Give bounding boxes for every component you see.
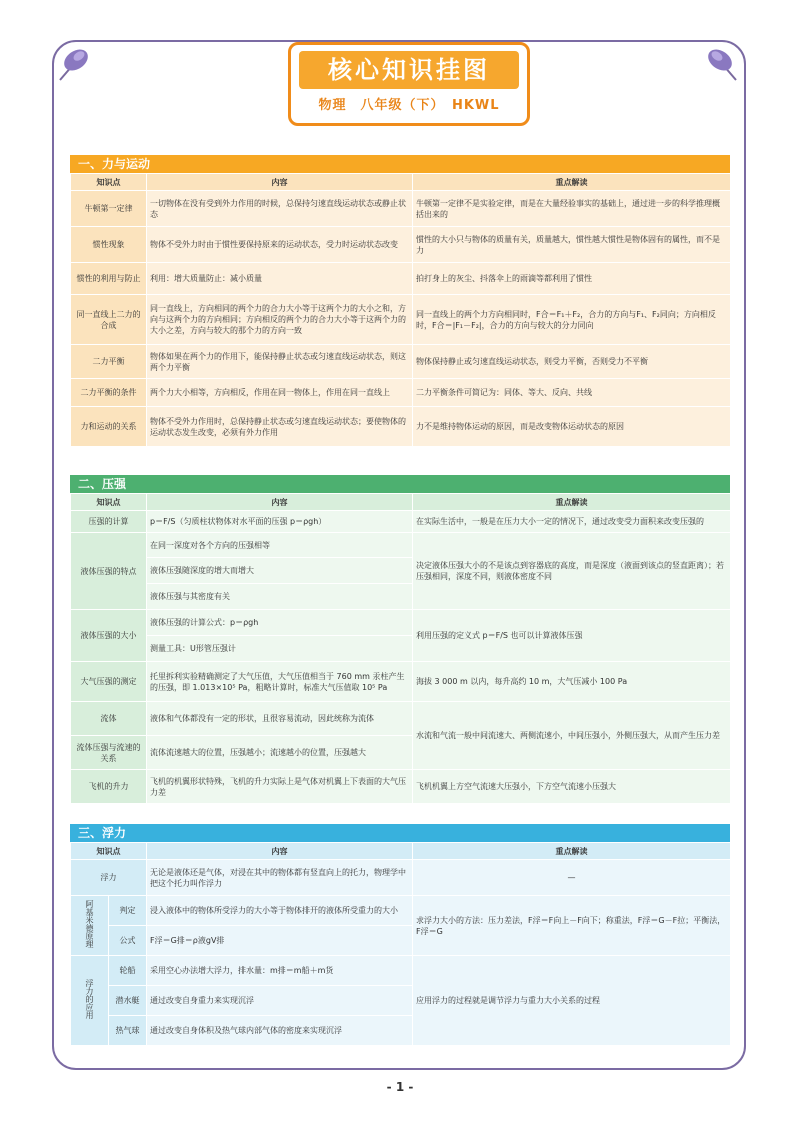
section-title: 二、压强 [70, 475, 730, 493]
table-row [71, 263, 731, 295]
table-row [71, 227, 731, 263]
content-cell: 物体如果在两个力的作用下，能保持静止状态或匀速直线运动状态，则这两个力平衡 [147, 345, 413, 379]
table-row [71, 345, 731, 379]
content-cell: 液体压强与其密度有关 [147, 584, 413, 610]
content-cell: 通过改变自身体积及热气球内部气体的密度来实现沉浮 [147, 1016, 413, 1046]
pushpin-icon [52, 44, 92, 84]
key-cell: 力不是维持物体运动的原因，而是改变物体运动状态的原因 [413, 407, 731, 447]
content-cell: 同一直线上，方向相同的两个力的合力大小等于这两个力的大小之和，方向与这两个力的方向相同；方向相反的两个力的合力大小等于这两个力的大小之差，方向与较大的那个力的方向一致 [147, 295, 413, 345]
key-cell: 飞机机翼上方空气流速大压强小，下方空气流速小压强大 [413, 770, 731, 804]
key-cell: 二力平衡条件可简记为：同体、等大、反向、共线 [413, 379, 731, 407]
content-cell: 液体和气体都没有一定的形状，且很容易流动，因此统称为流体 [147, 702, 413, 736]
knowledge-label: 浮力的应用 [85, 979, 94, 1019]
key-cell: 利用压强的定义式 p＝F/S 也可以计算液体压强 [413, 610, 731, 662]
header-knowledge: 知识点 [71, 174, 147, 191]
knowledge-cell: 飞机的升力 [71, 770, 147, 804]
sub-knowledge-cell: 热气球 [109, 1016, 147, 1046]
header-knowledge: 知识点 [71, 494, 147, 511]
pushpin-icon [704, 44, 744, 84]
content-cell: p＝F/S（匀质柱状物体对水平面的压强 p＝ρgh） [147, 511, 413, 533]
table-row [71, 896, 731, 926]
table-row [71, 407, 731, 447]
knowledge-cell: 浮力 [71, 860, 147, 896]
key-cell: 在实际生活中，一般是在压力大小一定的情况下，通过改变受力面积来改变压强的 [413, 511, 731, 533]
content-cell: 测量工具：U形管压强计 [147, 636, 413, 662]
sub-knowledge-cell: 潜水艇 [109, 986, 147, 1016]
table-row [71, 610, 731, 636]
section-buoyancy [70, 824, 730, 1046]
table-row [71, 770, 731, 804]
table-row [71, 662, 731, 702]
key-cell: 求浮力大小的方法：压力差法，F浮＝F向上－F向下；称重法，F浮＝G－F拉；平衡法，F浮＝G [413, 896, 731, 956]
content-cell: F浮＝G排＝ρ液gV排 [147, 926, 413, 956]
header-content: 内容 [147, 843, 413, 860]
content-cell: 托里拆利实验精确测定了大气压值，大气压值相当于 760 mm 汞柱产生的压强，即 1.013×10⁵ Pa，粗略计算时，标准大气压值取 10⁵ Pa [147, 662, 413, 702]
section-pressure [70, 475, 730, 804]
knowledge-cell [71, 896, 109, 956]
knowledge-cell: 二力平衡 [71, 345, 147, 379]
header-key: 重点解读 [413, 843, 731, 860]
pressure-table [70, 493, 731, 804]
knowledge-cell: 同一直线上二力的合成 [71, 295, 147, 345]
knowledge-cell: 大气压强的测定 [71, 662, 147, 702]
content-cell: 浸入液体中的物体所受浮力的大小等于物体排开的液体所受重力的大小 [147, 896, 413, 926]
title-box [288, 42, 530, 126]
page-number: - 1 - [386, 1080, 414, 1094]
sub-knowledge-cell: 轮船 [109, 956, 147, 986]
table-header-row [71, 843, 731, 860]
key-cell: 海拔 3 000 m 以内，每升高约 10 m，大气压减小 100 Pa [413, 662, 731, 702]
table-row [71, 702, 731, 736]
table-row [71, 511, 731, 533]
content-cell: 飞机的机翼形状特殊，飞机的升力实际上是气体对机翼上下表面的大气压力差 [147, 770, 413, 804]
key-cell: 牛顿第一定律不是实验定律，而是在大量经验事实的基础上，通过进一步的科学推理概括出来的 [413, 191, 731, 227]
key-cell: 拍打身上的灰尘、抖落伞上的雨滴等都利用了惯性 [413, 263, 731, 295]
table-row [71, 533, 731, 558]
section-title: 三、浮力 [70, 824, 730, 842]
header-content: 内容 [147, 494, 413, 511]
page-title: 核心知识挂图 [299, 51, 519, 89]
key-cell: — [413, 860, 731, 896]
page-subtitle: 物理 八年级（下） HKWL [318, 98, 500, 113]
key-cell: 决定液体压强大小的不是该点到容器底的高度，而是深度（液面到该点的竖直距离）；若压强相同，深度不同，则液体密度不同 [413, 533, 731, 610]
content-cell: 通过改变自身重力来实现沉浮 [147, 986, 413, 1016]
buoyancy-table [70, 842, 731, 1046]
key-cell: 应用浮力的过程就是调节浮力与重力大小关系的过程 [413, 956, 731, 1046]
table-row [71, 295, 731, 345]
sub-knowledge-cell: 判定 [109, 896, 147, 926]
content-cell: 利用：增大质量防止：减小质量 [147, 263, 413, 295]
content-cell: 物体不受外力作用时，总保持静止状态或匀速直线运动状态；要使物体的运动状态发生改变，必须有外力作用 [147, 407, 413, 447]
force-motion-table [70, 173, 731, 447]
header-content: 内容 [147, 174, 413, 191]
knowledge-cell: 液体压强的大小 [71, 610, 147, 662]
content-cell: 在同一深度对各个方向的压强相等 [147, 533, 413, 558]
content-cell: 物体不受外力时由于惯性要保持原来的运动状态，受力时运动状态改变 [147, 227, 413, 263]
key-cell: 物体保持静止或匀速直线运动状态，则受力平衡，否则受力不平衡 [413, 345, 731, 379]
table-header-row [71, 174, 731, 191]
knowledge-cell: 流体压强与流速的关系 [71, 736, 147, 770]
content-cell: 一切物体在没有受到外力作用的时候，总保持匀速直线运动状态或静止状态 [147, 191, 413, 227]
content-cell: 采用空心办法增大浮力，排水量：m排＝m船＋m货 [147, 956, 413, 986]
section-title: 一、力与运动 [70, 155, 730, 173]
knowledge-cell: 惯性现象 [71, 227, 147, 263]
knowledge-cell: 压强的计算 [71, 511, 147, 533]
content-cell: 流体流速越大的位置，压强越小；流速越小的位置，压强越大 [147, 736, 413, 770]
knowledge-cell: 牛顿第一定律 [71, 191, 147, 227]
table-row [71, 956, 731, 986]
key-cell: 惯性的大小只与物体的质量有关，质量越大，惯性越大惯性是物体固有的属性，而不是力 [413, 227, 731, 263]
knowledge-cell [71, 956, 109, 1046]
knowledge-cell: 力和运动的关系 [71, 407, 147, 447]
key-cell: 同一直线上的两个力方向相同时，F合＝F₁＋F₂，合力的方向与F₁、F₂同向；方向相反时，F合＝|F₁－F₂|，合力的方向与较大的分力同向 [413, 295, 731, 345]
knowledge-cell: 惯性的利用与防止 [71, 263, 147, 295]
table-row [71, 860, 731, 896]
table-row [71, 379, 731, 407]
table-row [71, 191, 731, 227]
sub-knowledge-cell: 公式 [109, 926, 147, 956]
header-knowledge: 知识点 [71, 843, 147, 860]
section-force-motion [70, 155, 730, 447]
key-cell: 水流和气流一般中间流速大、两侧流速小，中间压强小，外侧压强大，从而产生压力差 [413, 702, 731, 770]
knowledge-cell: 二力平衡的条件 [71, 379, 147, 407]
content-cell: 无论是液体还是气体，对浸在其中的物体都有竖直向上的托力，物理学中把这个托力叫作浮力 [147, 860, 413, 896]
content-cell: 液体压强随深度的增大而增大 [147, 558, 413, 584]
knowledge-cell: 流体 [71, 702, 147, 736]
knowledge-cell: 液体压强的特点 [71, 533, 147, 610]
content-cell: 液体压强的计算公式：p＝ρgh [147, 610, 413, 636]
header-key: 重点解读 [413, 174, 731, 191]
header-key: 重点解读 [413, 494, 731, 511]
content-cell: 两个力大小相等，方向相反，作用在同一物体上，作用在同一直线上 [147, 379, 413, 407]
table-header-row [71, 494, 731, 511]
knowledge-label: 阿基米德原理 [85, 900, 94, 948]
